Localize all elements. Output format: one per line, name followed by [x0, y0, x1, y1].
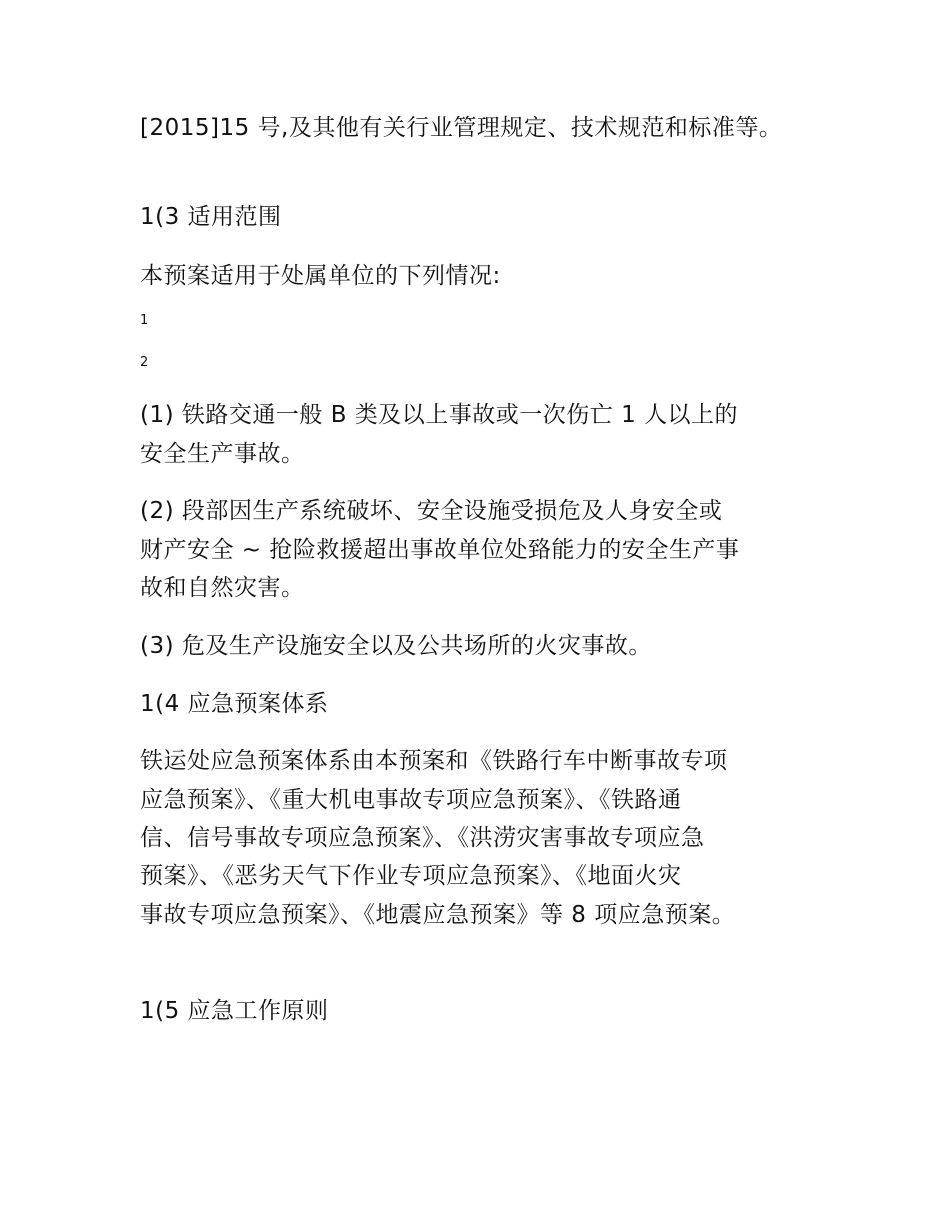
- section-heading-plan-system: 1(4 应急预案体系: [140, 691, 329, 717]
- scope-item-1-line-1: (1) 铁路交通一般 B 类及以上事故或一次伤亡 1 人以上的: [140, 402, 739, 428]
- footnote-mark-1: 1: [140, 313, 149, 328]
- plan-system-line-3: 信、信号事故专项应急预案》、《洪涝灾害事故专项应急: [140, 825, 705, 851]
- scope-item-1-line-2: 安全生产事故。: [140, 441, 305, 467]
- plan-system-line-4: 预案》、《恶劣天气下作业专项应急预案》、《地面火灾: [140, 863, 682, 889]
- plan-system-line-2: 应急预案》、《重大机电事故专项应急预案》、《铁路通: [140, 787, 682, 813]
- footnote-mark-2: 2: [140, 355, 149, 370]
- plan-system-line-5: 事故专项应急预案》、《地震应急预案》等 8 项应急预案。: [140, 902, 736, 928]
- scope-item-2-line-2: 财产安全 ~ 抢险救援超出事故单位处臵能力的安全生产事: [140, 537, 740, 563]
- scope-item-2-line-3: 故和自然灾害。: [140, 575, 305, 601]
- scope-item-3: (3) 危及生产设施安全以及公共场所的火灾事故。: [140, 633, 652, 659]
- scope-item-2-line-1: (2) 段部因生产系统破坏、安全设施受损危及人身安全或: [140, 498, 723, 524]
- plan-system-line-1: 铁运处应急预案体系由本预案和《铁路行车中断事故专项: [140, 748, 728, 774]
- section-heading-scope: 1(3 适用范围: [140, 204, 282, 230]
- intro-line: [2015]15 号,及其他有关行业管理规定、技术规范和标准等。: [140, 115, 783, 141]
- scope-lead-text: 本预案适用于处属单位的下列情况:: [140, 263, 501, 289]
- section-heading-principles: 1(5 应急工作原则: [140, 998, 329, 1024]
